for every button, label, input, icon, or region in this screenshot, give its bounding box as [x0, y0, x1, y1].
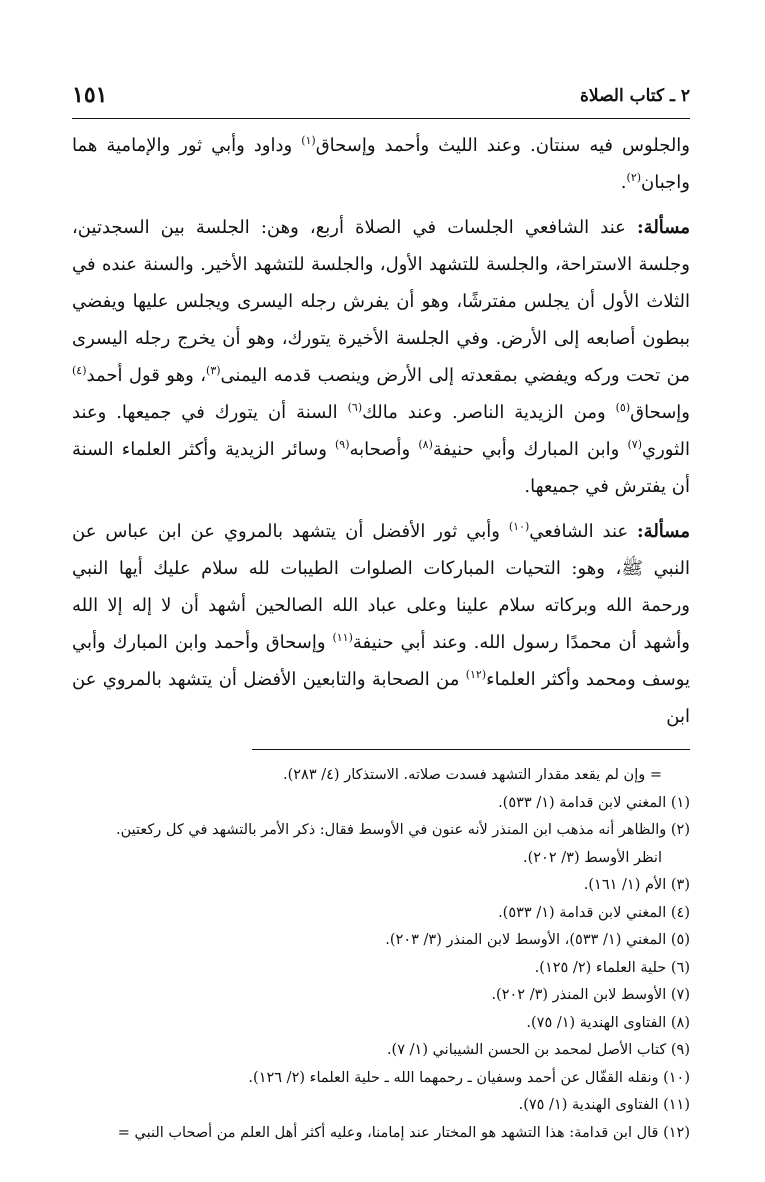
- footnote-ref: (٩): [334, 438, 350, 451]
- footnote-ref: (١٠): [508, 520, 530, 533]
- masala-term: مسألة:: [637, 521, 690, 542]
- text-run: والجلوس فيه سنتان. وعند الليث وأحمد وإسحاق: [315, 135, 690, 156]
- header-rule: [72, 118, 690, 119]
- text-run: ، وهو قول أحمد: [86, 365, 207, 386]
- footnote-ref: (١٢): [465, 668, 487, 681]
- paragraph: [72, 209, 690, 505]
- text-run: عند الشافعي: [529, 521, 638, 542]
- text-run: وابن المبارك وأبي حنيفة: [432, 439, 628, 460]
- footnote: (١٠) ونقله القفّال عن أحمد وسفيان ـ رحمهما الله ـ حلية العلماء (٢/ ١٢٦).: [248, 1069, 690, 1086]
- footnote: (٣) الأم (١/ ١٦١).: [583, 877, 690, 893]
- text-run: وأصحابه: [349, 439, 419, 460]
- footnotes: [72, 762, 690, 1147]
- footnote: (٦) حلية العلماء (٢/ ١٢٥).: [534, 959, 690, 976]
- footnote: (٩) كتاب الأصل لمحمد بن الحسن الشيباني (١/ ٧).: [386, 1042, 690, 1058]
- main-text: [72, 127, 690, 735]
- page-number: ١٥١: [72, 82, 108, 108]
- footnote-ref: (٧): [627, 438, 642, 451]
- footnote-ref: (٢): [626, 171, 642, 184]
- footnote-separator: [252, 749, 690, 750]
- text-run: ومن الزيدية الناصر. وعند مالك: [362, 402, 616, 423]
- footnote: (٥) المغني (١/ ٥٣٣)، الأوسط لابن المنذر (٣/ ٢٠٣).: [385, 932, 690, 948]
- paragraph: [72, 127, 690, 201]
- text-run: وأبي ثور الأفضل أن يتشهد بالمروي عن ابن عباس عن النبي ﷺ، وهو: التحيات المباركات الصلوات الطيبات لله سلام عليك أيها النبي ورحمة الله وبركاته سلام علينا وعلى عباد الله الصالحين أشهد أن لا إله إلا الله وأشهد أن محمدًا رسول الله. وعند أبي حنيفة: [72, 521, 691, 653]
- masala-term: مسألة:: [637, 217, 690, 238]
- text-run: .: [620, 172, 627, 193]
- footnote: (٢) والظاهر أنه مذهب ابن المنذر لأنه عنون في الأوسط فقال: ذكر الأمر بالتشهد في كل ركعتين.: [116, 822, 690, 838]
- footnote: (٧) الأوسط لابن المنذر (٣/ ٢٠٢).: [491, 987, 690, 1003]
- footnote-ref: (٦): [347, 401, 363, 414]
- page-header: [72, 80, 690, 116]
- running-title: ٢ ـ كتاب الصلاة: [580, 86, 690, 106]
- text-run: عند الشافعي الجلسات في الصلاة أربع، وهن: الجلسة بين السجدتين، وجلسة الاستراحة، والجلسة للتشهد الأول، والجلسة للتشهد الأخير. والسنة عنده في الثلاث الأول أن يجلس مفترشًا، وهو أن يفرش رجله اليسرى ويجلس عليها ويفضي ببطون أصابعه إلى الأرض. وفي الجلسة الأخيرة يتورك، وهو أن يخرج رجله اليسرى من تحت وركه ويفضي بمقعدته إلى الأرض وينصب قدمه اليمنى: [72, 217, 691, 386]
- paragraph: [72, 513, 690, 735]
- book-page: [72, 80, 690, 1147]
- footnote: (٨) الفتاوى الهندية (١/ ٧٥).: [526, 1014, 690, 1031]
- text-run: السنة أن يتورك في جميعها. وعند الثوري: [72, 402, 690, 460]
- footnote: انظر الأوسط (٣/ ٢٠٢).: [522, 849, 662, 866]
- text-run: من الصحابة والتابعين الأفضل أن يتشهد بالمروي عن ابن: [72, 669, 690, 727]
- footnote-ref: (٥): [615, 401, 631, 414]
- footnote: (٤) المغني لابن قدامة (١/ ٥٣٣).: [498, 904, 690, 921]
- footnote-ref: (١١): [332, 631, 353, 644]
- footnote-ref: (٣): [206, 364, 221, 377]
- text-run: وإسحاق: [630, 402, 690, 423]
- footnote: (١١) الفتاوى الهندية (١/ ٧٥).: [518, 1097, 690, 1113]
- footnote: (١٢) قال ابن قدامة: هذا التشهد هو المختار عند إمامنا، وعليه أكثر أهل العلم من أصحاب النبي =: [117, 1124, 690, 1141]
- footnote: (١) المغني لابن قدامة (١/ ٥٣٣).: [498, 794, 690, 811]
- text-run: وسائر الزيدية وأكثر العلماء السنة أن يفترش في جميعها.: [72, 439, 690, 497]
- footnote-ref: (٨): [418, 438, 433, 451]
- text-run: وإسحاق وأحمد وابن المبارك وأبي يوسف ومحمد وأكثر العلماء: [72, 632, 691, 690]
- footnote-ref: (١): [301, 134, 316, 147]
- footnote: = وإن لم يقعد مقدار التشهد فسدت صلاته. الاستذكار (٤/ ٢٨٣).: [282, 767, 662, 783]
- footnote-ref: (٤): [72, 364, 87, 377]
- text-run: وداود وأبي ثور والإمامية هما واجبان: [72, 135, 690, 193]
